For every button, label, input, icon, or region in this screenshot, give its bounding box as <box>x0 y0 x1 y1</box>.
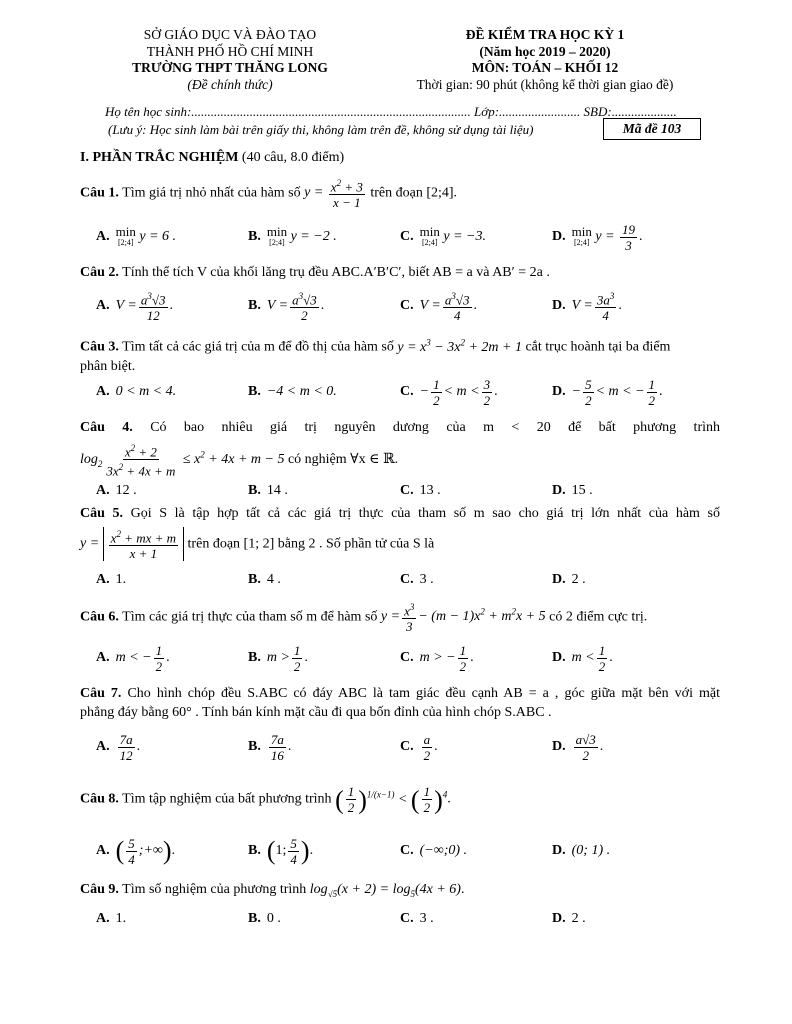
option-d[interactable]: D. 2 . <box>552 572 586 587</box>
question-3 <box>80 333 720 376</box>
option-b[interactable]: B. 0 . <box>248 911 281 926</box>
inequality-formula: $\log_2$ $\frac{x^2 + 2}{3x^2 + 4x + m}$ ≤ $x^2 + 4x + m - 5$ <box>80 443 285 479</box>
question-8-options <box>96 836 716 866</box>
question-text-end: trên đoạn [1; 2] bằng 2 . Số phần tử của S là <box>187 536 435 552</box>
option-d[interactable]: D. m < $\frac{1}{2}$ . <box>552 642 613 674</box>
question-label: Câu 9. <box>80 882 119 897</box>
question-text: Tìm số nghiệm của phương trình <box>122 882 307 897</box>
question-5-options <box>96 565 716 595</box>
option-b[interactable]: B. −4 < m < 0. <box>248 384 337 399</box>
question-text-end: trên đoạn [2;4]. <box>370 185 458 201</box>
option-c[interactable]: C. 3 . <box>400 572 434 587</box>
function-formula: y = $\frac{x^2 + 3}{x - 1}$ <box>304 178 363 211</box>
option-b[interactable]: B. V = $\frac{a^3√3}{2}$ . <box>248 290 325 324</box>
option-c[interactable]: C. $\frac{a}{2}$ . <box>400 731 438 763</box>
question-text-end: phẳng đáy bằng 60° . Tính bán kính mặt cầu đi qua bốn đỉnh của hình chóp S.ABC . <box>80 705 552 720</box>
question-5 <box>80 504 720 561</box>
question-1 <box>80 176 720 210</box>
question-text: Tìm giá trị nhỏ nhất của hàm số <box>122 185 301 201</box>
option-d[interactable]: D. $\frac{a√3}{2}$ . <box>552 731 604 763</box>
section-heading: I. PHẦN TRẮC NGHIỆM <box>80 150 239 165</box>
question-label: Câu 3. <box>80 339 119 355</box>
header-left <box>80 27 380 93</box>
option-a[interactable]: A. min [2;4] y = 6 . <box>96 224 177 247</box>
question-7 <box>80 684 720 722</box>
school-year: (Năm học 2019 – 2020) <box>479 43 611 59</box>
option-a[interactable]: A. m < − $\frac{1}{2}$ . <box>96 642 170 674</box>
section-detail: (40 câu, 8.0 điểm) <box>238 150 345 165</box>
option-c[interactable]: C. 3 . <box>400 911 434 926</box>
exam-code-box: Mã đề 103 <box>603 118 701 140</box>
question-7-options <box>96 732 716 762</box>
question-text: Tìm các giá trị thực của tham số m để hàm số <box>122 609 378 625</box>
question-text: Cho hình chóp đều S.ABC có đáy ABC là tam giác đều cạnh AB = a , góc giữa mặt bên với mặt <box>127 686 720 701</box>
question-9-options <box>96 904 716 934</box>
question-label: Câu 1. <box>80 185 119 201</box>
question-text: Tính thể tích V của khối lăng trụ đều ABC.A′B′C′, biết AB = a và AB′ = 2a . <box>122 265 550 280</box>
option-d[interactable]: D. min [2;4] y = $\frac{19}{3}$ . <box>552 221 643 253</box>
option-a[interactable]: A. $\frac{7a}{12}$ . <box>96 731 141 763</box>
option-c[interactable]: C. min [2;4] y = −3. <box>400 224 486 247</box>
function-formula: $y = x^3 - 3x^2 + 2m + 1$ <box>397 337 522 355</box>
official-note: (Đề chính thức) <box>187 76 273 92</box>
question-4-options <box>96 476 716 506</box>
time-limit: Thời gian: 90 phút (không kể thời gian giao đề) <box>416 76 674 92</box>
exam-title: ĐỀ KIỂM TRA HỌC KỲ 1 <box>465 27 625 42</box>
option-a[interactable]: A. V = $\frac{a^3√3}{12}$ . <box>96 290 174 324</box>
option-b[interactable]: B. $\frac{7a}{16}$ . <box>248 731 292 763</box>
question-text-end: có nghiệm ∀x ∈ ℝ. <box>287 452 399 468</box>
question-label: Câu 2. <box>80 265 119 280</box>
option-b[interactable]: B. min [2;4] y = −2 . <box>248 224 337 247</box>
question-text: Tìm tập nghiệm của bất phương trình <box>122 791 332 807</box>
inequality-formula: ( $\frac{1}{2}$ )$^{1/(x-1)}$ < ( $\frac{1}{2}$ )$^4$ <box>335 784 448 815</box>
option-d[interactable]: D. 2 . <box>552 911 586 926</box>
question-9: Câu 9. Tìm số nghiệm của phương trình $\log_{√5}(x + 2) = \log_5(4x + 6)$. <box>80 882 465 899</box>
question-3-options <box>96 377 716 407</box>
option-b[interactable]: B. 4 . <box>248 572 281 587</box>
question-label: Câu 5. <box>80 506 124 521</box>
question-2-options <box>96 290 716 324</box>
option-d[interactable]: D. V = $\frac{3a^3}{4}$ . <box>552 290 622 324</box>
question-label: Câu 7. <box>80 686 122 701</box>
subject: MÔN: TOÁN – KHỐI 12 <box>471 60 619 75</box>
question-text-mid: cắt trục hoành tại ba điểm <box>525 339 671 355</box>
exam-header <box>0 27 792 107</box>
option-a[interactable]: A. 1. <box>96 911 127 926</box>
question-text-end: có 2 điểm cực trị. <box>549 609 648 625</box>
question-4 <box>80 418 720 479</box>
question-label: Câu 6. <box>80 609 119 625</box>
question-label: Câu 8. <box>80 791 119 807</box>
option-c[interactable]: C. 13 . <box>400 483 441 498</box>
question-text: Tìm tất cả các giá trị của m để đồ thị của hàm số <box>122 339 394 355</box>
option-a[interactable]: A. 12 . <box>96 483 137 498</box>
option-a[interactable]: A. 1. <box>96 572 127 587</box>
question-text: Gọi S là tập hợp tất cả các giá trị thực của tham số m sao cho giá trị lớn nhất của hàm số <box>130 506 720 521</box>
header-right <box>380 27 710 93</box>
question-label: Câu 4. <box>80 420 133 435</box>
option-a[interactable]: A. ( $\frac{5}{4}$ ;+∞ ) . <box>96 835 176 867</box>
question-6-options <box>96 643 716 673</box>
city-name: THÀNH PHỐ HỒ CHÍ MINH <box>146 43 314 59</box>
equation-formula: $\log_{√5}(x + 2) = \log_5(4x + 6)$ <box>309 882 461 899</box>
function-formula: y = $\frac{x^3}{3}$ − $(m - 1)x^2 + m^2x + 5$ <box>380 602 546 635</box>
option-d[interactable]: D. (0; 1) . <box>552 843 611 858</box>
option-b[interactable]: B. ( 1; $\frac{5}{4}$ ) . <box>248 835 314 867</box>
department-name: SỞ GIÁO DỤC VÀ ĐÀO TẠO <box>143 27 317 42</box>
student-info-line: Họ tên học sinh:...................................................................................... Lớp:......................... SBD:.................... <box>105 104 677 119</box>
option-c[interactable]: C. − $\frac{1}{2}$ < m < $\frac{3}{2}$ . <box>400 376 498 408</box>
option-c[interactable]: C. (−∞;0) . <box>400 843 468 858</box>
option-d[interactable]: D. − $\frac{5}{2}$ < m < − $\frac{1}{2}$ . <box>552 376 663 408</box>
option-d[interactable]: D. 15 . <box>552 483 593 498</box>
question-2 <box>80 263 720 282</box>
question-1-options <box>96 222 716 252</box>
option-b[interactable]: B. m > $\frac{1}{2}$ . <box>248 642 308 674</box>
question-text-end: phân biệt. <box>80 358 136 374</box>
question-8: Câu 8. Tìm tập nghiệm của bất phương trình ( $\frac{1}{2}$ )$^{1/(x-1)}$ < ( $\frac{1}{2}$ )$^4$. <box>80 784 451 815</box>
option-c[interactable]: C. m > − $\frac{1}{2}$ . <box>400 642 474 674</box>
section-title <box>80 150 344 166</box>
question-text: Có bao nhiêu giá trị nguyên dương của m < 20 để bất phương trình <box>150 420 720 435</box>
exam-note: (Lưu ý: Học sinh làm bài trên giấy thi, không làm trên đề, không sử dụng tài liệu) <box>108 122 534 137</box>
option-c[interactable]: C. V = $\frac{a^3√3}{4}$ . <box>400 290 478 324</box>
function-formula: y = $\frac{x^2 + mx + m}{x + 1}$ <box>80 536 184 551</box>
option-b[interactable]: B. 14 . <box>248 483 288 498</box>
school-name: TRƯỜNG THPT THĂNG LONG <box>132 60 328 75</box>
option-a[interactable]: A. 0 < m < 4. <box>96 384 177 399</box>
question-6 <box>80 600 720 634</box>
